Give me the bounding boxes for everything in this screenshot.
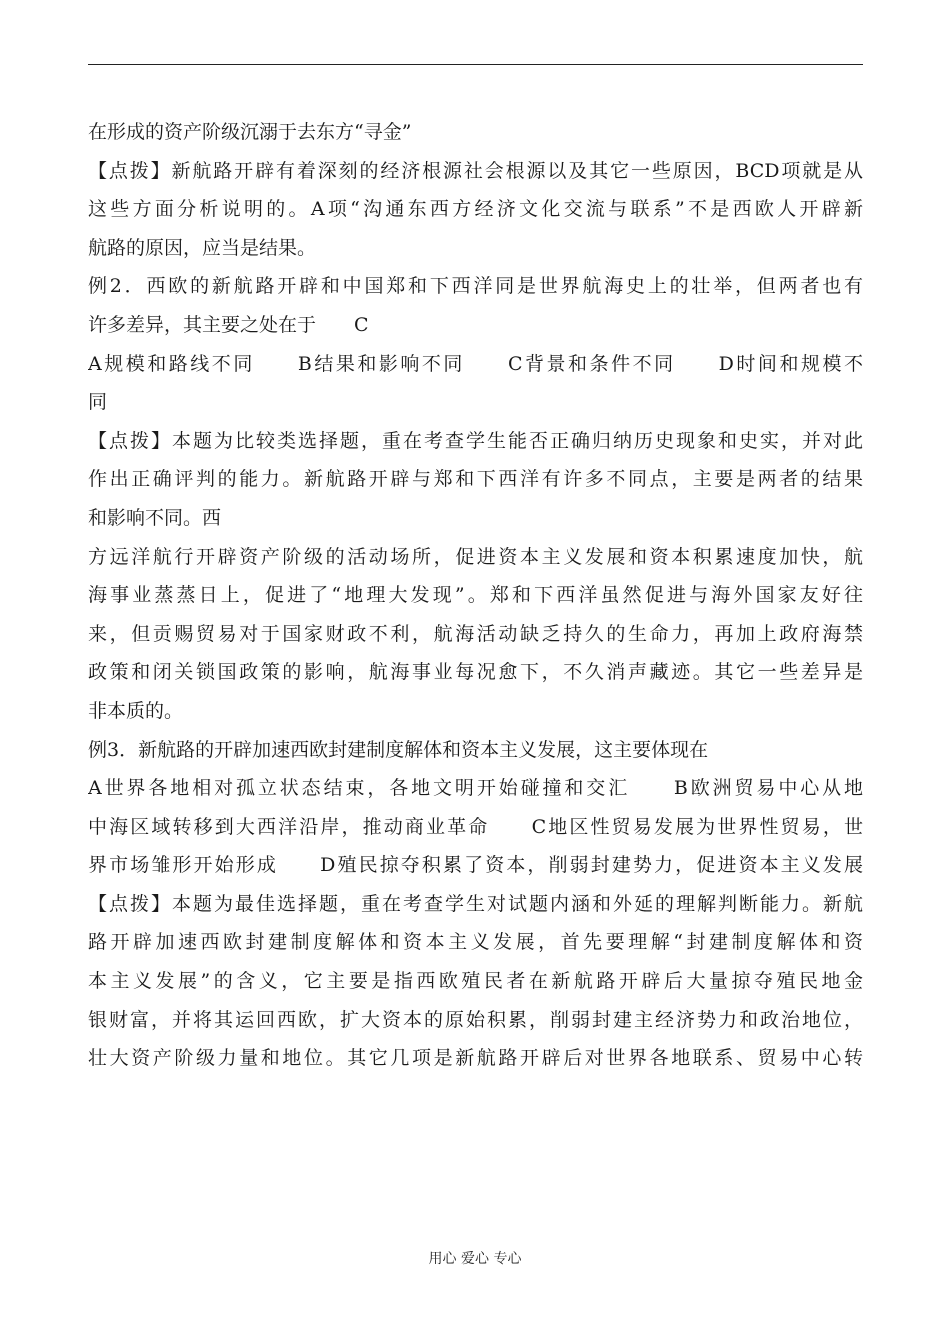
text-line: 非本质的。 [88, 699, 184, 722]
header-rule [88, 64, 863, 65]
text-line: 中海区域转移到大西洋沿岸，推动商业革命 C地区性贸易发展为世界性贸易，世 [88, 815, 863, 838]
text-line: 航路的原因，应当是结果。 [88, 236, 317, 259]
text-line: 【点拨】新航路开辟有着深刻的经济根源社会根源以及其它一些原因，BCD项就是从 [88, 159, 863, 182]
text-line: 【点拨】本题为最佳选择题，重在考查学生对试题内涵和外延的理解判断能力。新航 [88, 892, 863, 915]
page-footer: 用心 爱心 专心 [428, 1251, 522, 1267]
text-line: A规模和路线不同 B结果和影响不同 C背景和条件不同 D时间和规模不 [88, 352, 863, 375]
text-line: 同 [88, 391, 108, 414]
text-line: 作出正确评判的能力。新航路开辟与郑和下西洋有许多不同点，主要是两者的结果 [88, 468, 863, 491]
text-line: 政策和闭关锁国政策的影响，航海事业每况愈下，不久消声藏迹。其它一些差异是 [88, 661, 863, 684]
text-line: 例3．新航路的开辟加速西欧封建制度解体和资本主义发展，这主要体现在 [88, 738, 709, 761]
text-line: 和影响不同。西 [88, 506, 222, 529]
text-line: 方远洋航行开辟资产阶级的活动场所，促进资本主义发展和资本积累速度加快，航 [88, 545, 863, 568]
text-line: 例2．西欧的新航路开辟和中国郑和下西洋同是世界航海史上的壮举，但两者也有 [88, 275, 863, 298]
text-line: 壮大资产阶级力量和地位。其它几项是新航路开辟后对世界各地联系、贸易中心转 [88, 1047, 863, 1070]
text-line: 这些方面分析说明的。A项“沟通东西方经济文化交流与联系”不是西欧人开辟新 [88, 198, 863, 221]
text-line: 银财富，并将其运回西欧，扩大资本的原始积累，削弱封建主经济势力和政治地位， [88, 1008, 863, 1031]
text-line: 界市场雏形开始形成 D殖民掠夺积累了资本，削弱封建势力，促进资本主义发展 [88, 854, 863, 877]
text-line: 海事业蒸蒸日上，促进了“地理大发现”。郑和下西洋虽然促进与海外国家友好往 [88, 584, 863, 607]
text-line: 【点拨】本题为比较类选择题，重在考查学生能否正确归纳历史现象和史实，并对此 [88, 429, 863, 452]
document-body [88, 113, 863, 1078]
text-line: 路开辟加速西欧封建制度解体和资本主义发展，首先要理解“封建制度解体和资 [88, 931, 863, 954]
text-line: 许多差异，其主要之处在于 C [88, 313, 369, 336]
text-line: 本主义发展”的含义，它主要是指西欧殖民者在新航路开辟后大量掠夺殖民地金 [88, 970, 863, 993]
text-line: A世界各地相对孤立状态结束，各地文明开始碰撞和交汇 B欧洲贸易中心从地 [88, 777, 863, 800]
text-line: 在形成的资产阶级沉溺于去东方“寻金” [88, 121, 412, 143]
text-line: 来，但贡赐贸易对于国家财政不利，航海活动缺乏持久的生命力，再加上政府海禁 [88, 622, 863, 645]
